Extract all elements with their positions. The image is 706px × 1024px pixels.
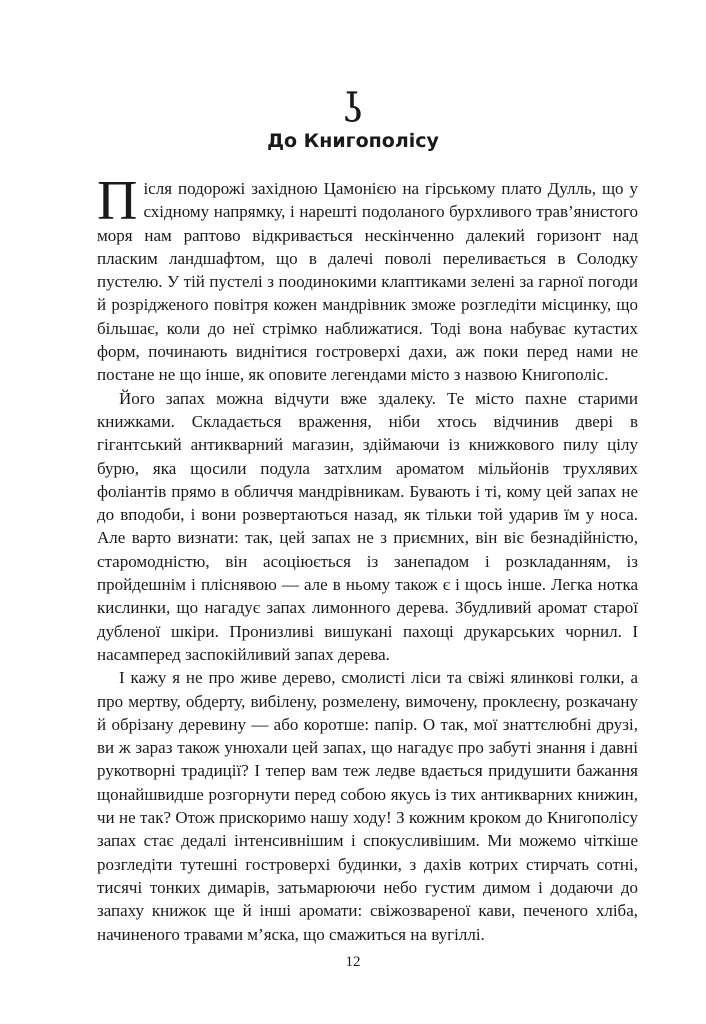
chapter-body xyxy=(97,170,638,946)
page-number: 12 xyxy=(345,954,361,970)
drop-cap: П xyxy=(97,170,138,232)
chapter-title: До Книгополісу xyxy=(267,130,439,152)
paragraph-1 xyxy=(97,170,638,387)
paragraph-3: І кажу я не про живе дерево, смолисті ліси та свіжі ялинкові голки, а про мертву, обдерту, вибілену, розмелену, вимочену, проклеєну, розкачану й обрізану деревину — або коротше: папір. О так, мої знаттєлюбні друзі, ви ж зараз також унюхали цей запах, що нагадує про забуті знання і давні рукотворні традиції? І тепер вам теж ледве вдається придушити бажання щонайшвидше розгорнути перед собою якусь із тих антикварних книжин, чи не так? Отож прискоримо нашу ходу! З кожним кроком до Книгополісу запах стає дедалі інтенсивнішим і спокусливішим. Ми можемо чіткіше розгледіти тутешні гостроверхі будинки, з дахів котрих стирчать сотні, тисячі тонких димарів, затьмарюючи небо густим димом і додаючи до запаху книжок ще й інші аромати: свіжозвареної кави, печеного хліба, начиненого травами м’яска, що смажиться на вугіллі. xyxy=(97,668,638,944)
paragraph-1-text: ісля подорожі західною Цамонією на гірському плато Дулль, що у східному напрямку, і нарешті подоланого бурхливого трав’янистого моря нам раптово відкривається нескінченно далекий горизонт над пласким ландшафтом, що в далечі поволі переливається в Солодку пустелю. У тій пустелі з поодинокими клаптиками зелені за гарної погоди й розрідженого повітря кожен мандрівник зможе розгледіти місцинку, що більшає, коли до неї стрімко наближатися. Тоді вона набуває кутастих форм, починають виднітися гостроверхі дахи, аж поки перед нами не постане не що інше, як оповите легендами місто з назвою Книгополіс. xyxy=(97,179,638,385)
chapter-number-glyph: ʖ xyxy=(342,86,364,132)
paragraph-2: Його запах можна відчути вже здалеку. Те місто пахне старими книжками. Складається враження, ніби хтось відчинив двері в гігантський антикварний магазин, здіймаючи із книжкового пилу цілу бурю, яка щосили подула затхлим ароматом мільйонів трухлявих фоліантів прямо в обличчя мандрівникам. Бувають і ті, кому цей запах не до вподоби, і вони розвертаються назад, як тільки той ударив їм у носа. Але варто визнати: так, цей запах не з приємних, він віє безнадійністю, старомодністю, він асоціюється із занепадом і розкладанням, із пройдешнім і пліснявою — але в ньому також є і щось інше. Легка нотка кислинки, що нагадує запах лимонного дерева. Збудливий аромат старої дубленої шкіри. Пронизливі вишукані пахощі друкарських чорнил. І насамперед заспокійливий запах дерева. xyxy=(97,388,638,664)
